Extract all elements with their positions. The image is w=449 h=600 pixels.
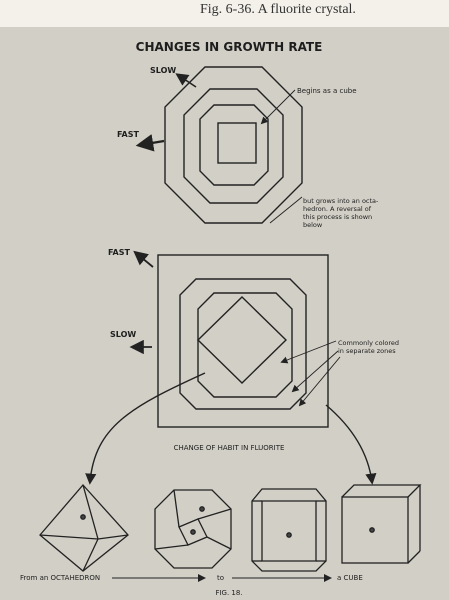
middle-growth-zones [158,255,328,427]
from-octahedron-label: From an OCTAHEDRON [20,574,101,582]
fast-arrow-middle [136,253,153,267]
grows-into-line2: hedron. A reversal of [303,205,372,213]
octahedron-crystal [40,485,128,571]
colored-zones-line2: in separate zones [338,347,396,355]
to-label: to [217,574,225,582]
curve-arrow-to-cube [326,405,372,482]
inner-octagon [200,105,268,185]
slow-label-top: SLOW [150,66,177,75]
colored-zones-line1: Commonly colored [338,339,399,347]
grows-into-line3: this process is shown [303,213,373,221]
fast-label-top: FAST [117,130,139,139]
cubo-octahedron-crystal [155,490,231,568]
cube-crystal [342,485,420,563]
fast-label-middle: FAST [108,248,130,257]
truncated-cube-crystal [252,489,326,571]
diagram-title: CHANGES IN GROWTH RATE [135,40,323,54]
growth-diagram [0,27,449,600]
zone-pointer-2 [293,351,338,391]
grows-into-line4: below [303,221,323,229]
inner-zone-octagon [198,293,292,397]
habit-caption: CHANGE OF HABIT IN FLUORITE [173,444,285,452]
outer-square [158,255,328,427]
figure-caption: Fig. 6-36. A fluorite crystal. [200,2,356,17]
begins-pointer [262,90,295,123]
octahedron-core [198,297,286,383]
fig-number: FIG. 18. [215,589,243,597]
fast-arrow-top [140,141,164,145]
starting-cube [218,123,256,163]
grows-into-line1: but grows into an octa- [303,197,379,205]
outer-octagon [165,67,302,223]
a-cube-label: a CUBE [337,574,363,582]
figure-plate [0,27,449,600]
top-growth-zones [165,67,302,223]
begins-as-cube-label: Begins as a cube [297,87,357,95]
slow-label-middle: SLOW [110,330,137,339]
